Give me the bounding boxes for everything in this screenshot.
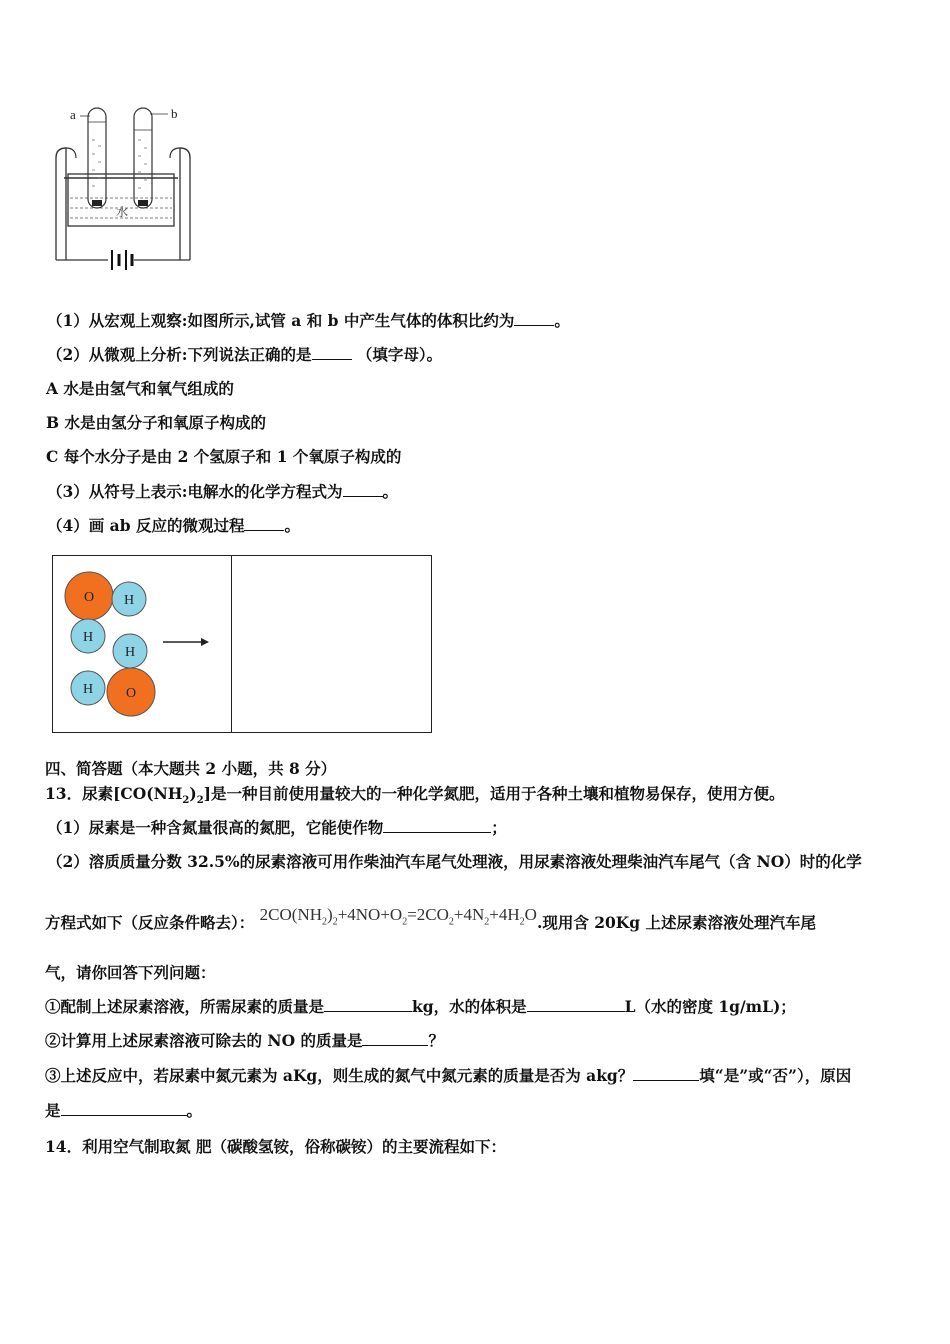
- test-tube-a: [88, 108, 106, 208]
- q12-part1: （1）从宏观上观察:如图所示,试管 a 和 b 中产生气体的体积比约为 。: [47, 311, 570, 330]
- q13-part2-equation-line: 方程式如下（反应条件略去）： $2CO(NH_2)_2+4NO+O_2=2CO_2+4N_2+4H_2O$.现用含 20Kg 上述尿素溶液处理汽车尾: [45, 905, 817, 932]
- test-tube-b: [134, 108, 152, 208]
- option-b: B 水是由氢分子和氧原子构成的: [46, 413, 266, 432]
- molecule-reaction-box: [52, 555, 432, 733]
- svg-text:H: H: [82, 630, 94, 645]
- answer-blank[interactable]: [383, 818, 491, 833]
- answer-blank[interactable]: [324, 997, 412, 1012]
- q13-sub3: ③上述反应中，若尿素中氮元素为 aKg，则生成的氮气中氮元素的质量是否为 akg？ 填“是”或“否”），原因: [45, 1066, 852, 1085]
- answer-blank[interactable]: [244, 516, 284, 531]
- q13-stem: 13．尿素$[CO(NH_2)_2]$是一种目前使用量较大的一种化学氮肥，适用于各种土壤和植物易保存，使用方便。: [45, 784, 785, 807]
- tube-a-label: a: [70, 107, 76, 122]
- chemical-equation: $2CO(NH_2)_2+4NO+O_2=2CO_2+4N_2+4H_2O$: [259, 905, 537, 928]
- svg-text:H: H: [123, 593, 135, 608]
- tube-b-label: b: [171, 106, 178, 121]
- svg-text:O: O: [83, 590, 95, 605]
- svg-text:H: H: [124, 645, 136, 660]
- svg-text:H: H: [82, 682, 94, 697]
- q12-part4: （4）画 ab 反应的微观过程 。: [47, 516, 300, 535]
- answer-blank[interactable]: [362, 1031, 428, 1046]
- answer-blank[interactable]: [527, 997, 625, 1012]
- q13-sub1: ①配制上述尿素溶液，所需尿素的质量是 kg，水的体积是 L（水的密度 1g/mL)；: [45, 997, 796, 1016]
- section-heading: 四、简答题（本大题共 2 小题，共 8 分）: [45, 759, 337, 778]
- q13-part2-continued: 气，请你回答下列问题：: [45, 963, 216, 982]
- answer-blank[interactable]: [61, 1101, 187, 1116]
- answer-blank[interactable]: [312, 345, 352, 360]
- q13-sub3-reason: 是 。: [45, 1101, 203, 1120]
- option-a: A 水是由氢气和氧气组成的: [46, 379, 234, 398]
- answer-blank[interactable]: [343, 482, 383, 497]
- q12-part3: （3）从符号上表示:电解水的化学方程式为 。: [47, 482, 399, 501]
- option-c: C 每个水分子是由 2 个氢原子和 1 个氧原子构成的: [46, 447, 402, 466]
- apparatus-frame: [56, 148, 66, 260]
- q13-part1: （1）尿素是一种含氮量很高的氮肥，它能使作物 ；: [47, 818, 507, 837]
- q12-part2: （2）从微观上分析:下列说法正确的是 （填字母）。: [47, 345, 443, 364]
- electrolysis-apparatus-figure: [48, 100, 198, 285]
- water-label: 水: [116, 205, 129, 219]
- answer-blank[interactable]: [514, 311, 554, 326]
- reactant-molecules: [53, 556, 229, 732]
- box-divider: [231, 556, 232, 732]
- q13-part2: （2）溶质质量分数 32.5%的尿素溶液可用作柴油汽车尾气处理液，用尿素溶液处理柴油汽车尾气（含 NO）时的化学: [47, 852, 862, 871]
- answer-blank[interactable]: [633, 1066, 699, 1081]
- q14-stem: 14．利用空气制取氮 肥（碳酸氢铵，俗称碳铵）的主要流程如下：: [45, 1137, 506, 1156]
- svg-text:O: O: [125, 686, 137, 701]
- q13-sub2: ②计算用上述尿素溶液可除去的 NO 的质量是 ？: [45, 1031, 444, 1050]
